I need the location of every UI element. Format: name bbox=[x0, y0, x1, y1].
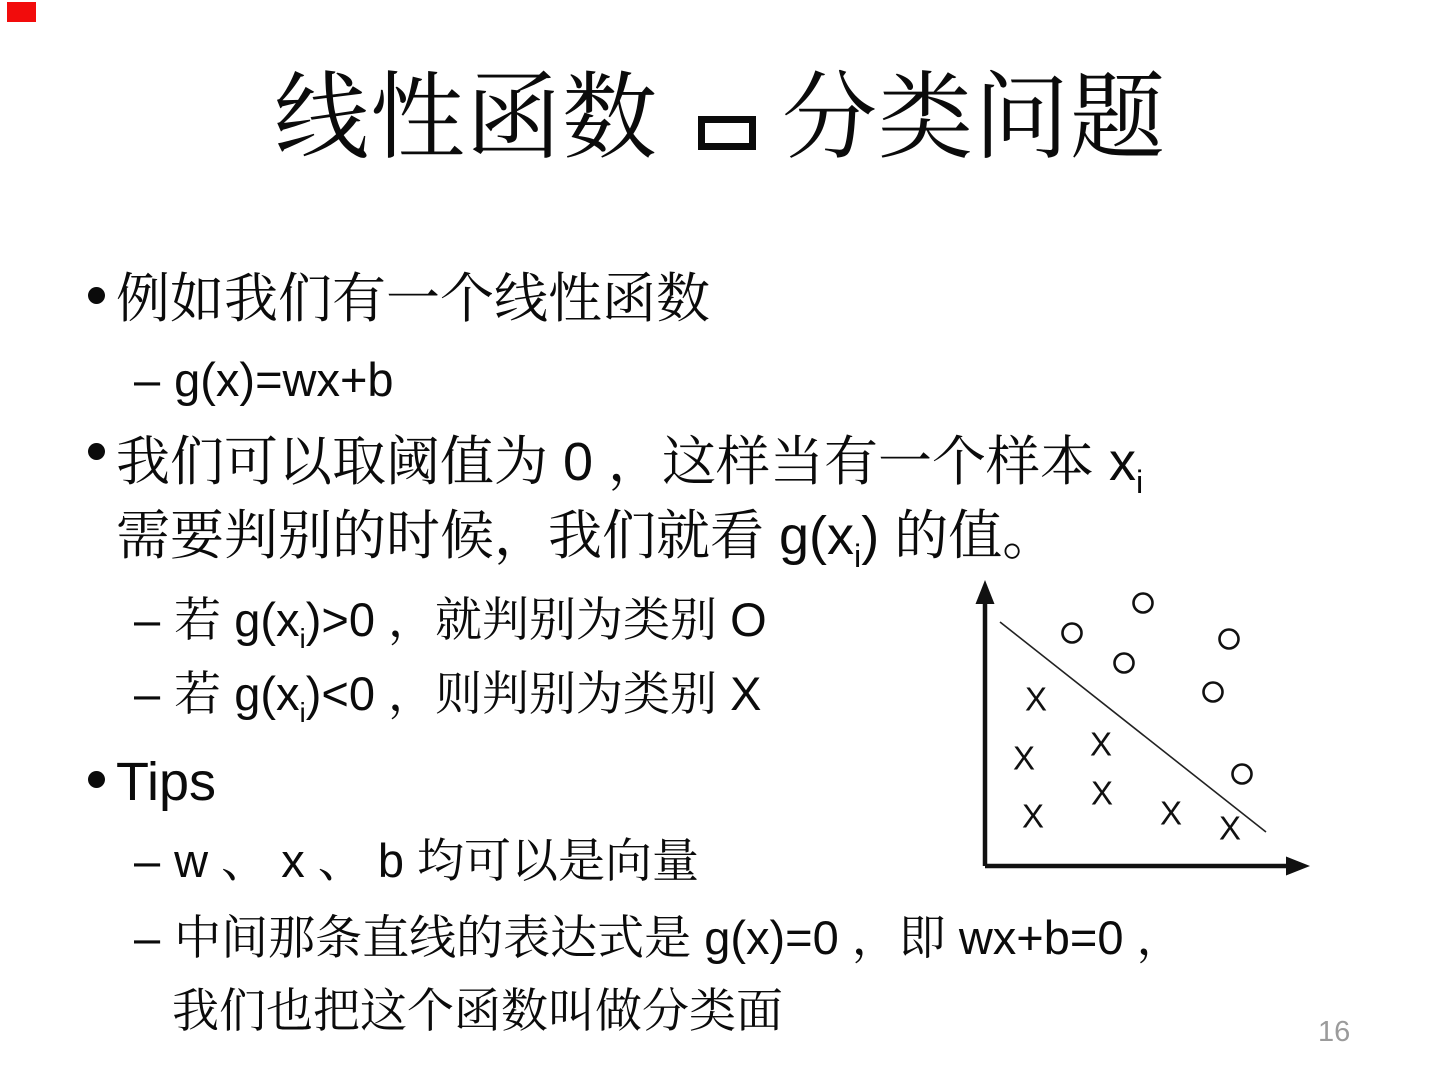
sub-bullet-4 bbox=[134, 833, 699, 889]
sub-bullet-5-l2-text: 我们也把这个函数叫做分类面 bbox=[172, 984, 783, 1037]
sub-bullet-4-text: w 、 x 、 b 均可以是向量 bbox=[174, 834, 700, 887]
bullet-2-l2-text: 需要判别的时候，我们就看 g(x bbox=[116, 506, 855, 566]
sub-bullet-1-text: g(x)=wx+b bbox=[174, 353, 394, 406]
sub-bullet-5-l1-text: 中间那条直线的表达式是 g(x)=0 ，即 wx+b=0 ， bbox=[174, 911, 1184, 964]
svg-text:X: X bbox=[1024, 680, 1048, 718]
bullet-2-l2-tail: ) 的值。 bbox=[861, 506, 1057, 566]
svg-text:X: X bbox=[1021, 797, 1045, 835]
subscript-i: i bbox=[1136, 464, 1144, 501]
classification-plot bbox=[960, 570, 1320, 890]
plot-svg bbox=[960, 570, 1320, 890]
dash-marker: – bbox=[134, 593, 161, 646]
dash-marker: – bbox=[134, 667, 161, 720]
svg-text:X: X bbox=[1159, 794, 1183, 832]
sub-bullet-5 bbox=[134, 901, 1184, 1047]
title-text-left: 线性函数 bbox=[273, 65, 658, 171]
bullet-1-text: 例如我们有一个线性函数 bbox=[116, 269, 710, 329]
bullet-dot bbox=[88, 287, 105, 304]
sub-bullet-5-line-2 bbox=[134, 974, 1184, 1047]
svg-text:X: X bbox=[1090, 774, 1114, 812]
svg-text:X: X bbox=[1089, 725, 1113, 763]
sub-bullet-1 bbox=[134, 352, 394, 408]
bullet-3-text: Tips bbox=[116, 752, 217, 812]
red-marker bbox=[7, 2, 36, 22]
sub-bullet-2-text: 若 g(x bbox=[174, 593, 300, 646]
slide-title bbox=[0, 62, 1440, 174]
bullet-dot bbox=[88, 771, 105, 788]
bullet-dot bbox=[88, 443, 105, 460]
dash-marker: – bbox=[134, 353, 161, 406]
title-text-right: 分类问题 bbox=[782, 65, 1167, 171]
svg-text:X: X bbox=[1218, 809, 1242, 847]
bullet-item-1 bbox=[116, 262, 710, 336]
subscript-i: i bbox=[854, 538, 862, 575]
subscript-i: i bbox=[299, 695, 306, 728]
subscript-i: i bbox=[299, 621, 306, 654]
sub-bullet-3 bbox=[134, 666, 762, 728]
dash-marker: – bbox=[134, 911, 161, 964]
sub-bullet-2 bbox=[134, 592, 767, 654]
bullet-2-line-1 bbox=[116, 425, 1143, 499]
sub-bullet-3-text: 若 g(x bbox=[174, 667, 300, 720]
sub-bullet-5-line-1 bbox=[134, 901, 1184, 974]
bullet-2-l1-text: 我们可以取阈值为 0 ，这样当有一个样本 x bbox=[116, 432, 1137, 492]
sub-bullet-3-tail: )<0 ，则判别为类别 X bbox=[305, 667, 762, 720]
sub-bullet-2-tail: )>0 ，就判别为类别 O bbox=[305, 593, 767, 646]
bullet-item-3 bbox=[116, 745, 216, 819]
bullet-2-line-2 bbox=[116, 499, 1143, 573]
page-number: 16 bbox=[1318, 1016, 1351, 1048]
svg-text:X: X bbox=[1012, 739, 1036, 777]
missing-glyph-box bbox=[698, 116, 756, 150]
bullet-item-2 bbox=[116, 425, 1143, 573]
dash-marker: – bbox=[134, 834, 161, 887]
